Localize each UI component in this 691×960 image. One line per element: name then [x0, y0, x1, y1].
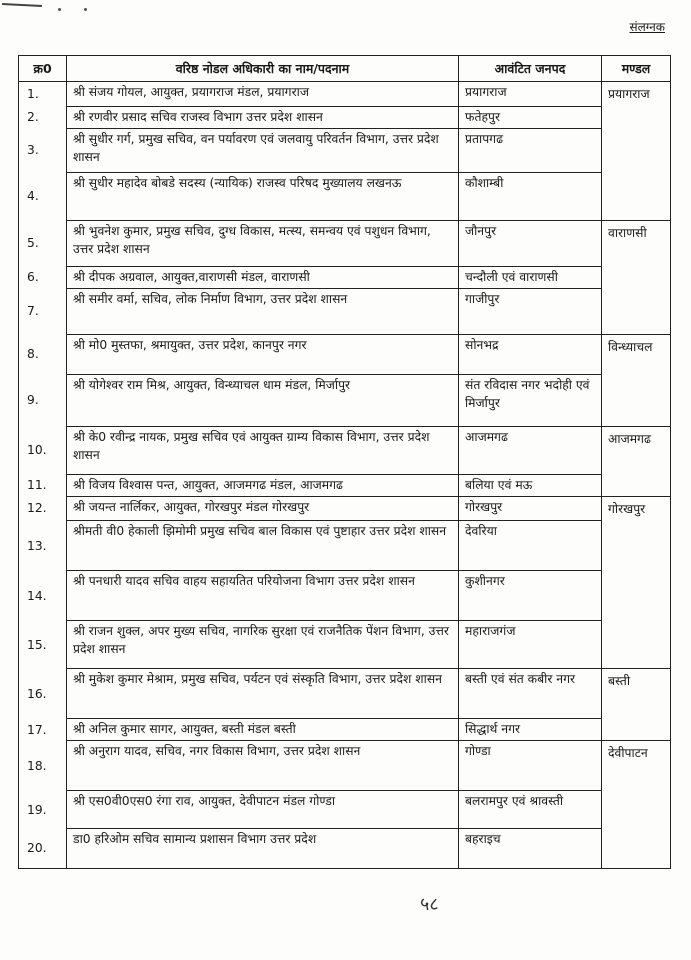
- serial-cell: 12.: [19, 496, 67, 521]
- mandal-cell: गोरखपुर: [602, 496, 671, 521]
- table-row: [19, 474, 671, 496]
- table-row: [19, 496, 671, 521]
- officer-cell: श्री मो0 मुस्तफा, श्रमायुक्त, उत्तर प्रदेश, कानपुर नगर: [67, 334, 459, 374]
- mandal-cell: [602, 106, 671, 128]
- mandal-cell: [602, 266, 671, 288]
- officer-cell: श्री मुकेश कुमार मेश्राम, प्रमुख सचिव, पर्यटन एवं संस्कृति विभाग, उत्तर प्रदेश शासन: [67, 669, 459, 719]
- scan-mark: [2, 3, 42, 7]
- mandal-cell: बस्ती: [602, 669, 671, 719]
- serial-cell: 3.: [19, 128, 67, 172]
- mandal-cell: [602, 474, 671, 496]
- officer-cell: श्री रणवीर प्रसाद सचिव राजस्व विभाग उत्तर प्रदेश शासन: [67, 106, 459, 128]
- mandal-cell: [602, 374, 671, 426]
- serial-cell: 10.: [19, 426, 67, 474]
- district-cell: गोरखपुर: [459, 496, 602, 521]
- mandal-cell: आजमगढ: [602, 426, 671, 474]
- table-row: [19, 266, 671, 288]
- table-row: [19, 521, 671, 571]
- serial-cell: 11.: [19, 474, 67, 496]
- table-row: [19, 791, 671, 829]
- district-cell: कुशीनगर: [459, 571, 602, 621]
- serial-cell: 4.: [19, 172, 67, 220]
- officer-cell: श्री सुधीर महादेव बोबडे सदस्य (न्यायिक) राजस्व परिषद मुख्यालय लखनऊ: [67, 172, 459, 220]
- mandal-cell: देवीपाटन: [602, 741, 671, 791]
- officer-cell: श्री एस0वी0एस0 रंगा राव, आयुक्त, देवीपाटन मंडल गोण्डा: [67, 791, 459, 829]
- officer-cell: श्री भुवनेश कुमार, प्रमुख सचिव, दुग्ध विकास, मत्स्य, समन्वय एवं पशुधन विभाग, उत्तर प्रदेश शासन: [67, 220, 459, 266]
- table-row: [19, 220, 671, 266]
- serial-cell: 15.: [19, 621, 67, 669]
- officer-cell: श्री समीर वर्मा, सचिव, लोक निर्माण विभाग, उत्तर प्रदेश शासन: [67, 288, 459, 334]
- mandal-cell: [602, 621, 671, 669]
- serial-cell: 6.: [19, 266, 67, 288]
- district-cell: जौनपुर: [459, 220, 602, 266]
- serial-cell: 13.: [19, 521, 67, 571]
- col-header-mandal: मण्डल: [602, 56, 671, 82]
- scan-dot: [84, 8, 87, 11]
- mandal-cell: [602, 288, 671, 334]
- district-cell: बलिया एवं मऊ: [459, 474, 602, 496]
- mandal-cell: [602, 128, 671, 172]
- table-header: [19, 56, 671, 82]
- officer-cell: श्री के0 रवीन्द्र नायक, प्रमुख सचिव एवं आयुक्त ग्राम्य विकास विभाग, उत्तर प्रदेश शासन: [67, 426, 459, 474]
- district-cell: प्रतापगढ: [459, 128, 602, 172]
- mandal-cell: [602, 719, 671, 741]
- district-cell: बस्ती एवं संत कबीर नगर: [459, 669, 602, 719]
- district-cell: सोनभद्र: [459, 334, 602, 374]
- district-cell: चन्दौली एवं वाराणसी: [459, 266, 602, 288]
- table-row: [19, 128, 671, 172]
- mandal-cell: [602, 791, 671, 829]
- district-cell: कौशाम्बी: [459, 172, 602, 220]
- district-cell: बहराइच: [459, 829, 602, 869]
- mandal-cell: वाराणसी: [602, 220, 671, 266]
- col-header-serial: क्र0: [19, 56, 67, 82]
- officer-cell: डा0 हरिओम सचिव सामान्य प्रशासन विभाग उत्तर प्रदेश: [67, 829, 459, 869]
- mandal-cell: प्रयागराज: [602, 82, 671, 107]
- officer-cell: श्री अनिल कुमार सागर, आयुक्त, बस्ती मंडल बस्ती: [67, 719, 459, 741]
- district-cell: संत रविदास नगर भदोही एवं मिर्जापुर: [459, 374, 602, 426]
- officer-cell: श्री अनुराग यादव, सचिव, नगर विकास विभाग, उत्तर प्रदेश शासन: [67, 741, 459, 791]
- nodal-officer-table: [18, 55, 671, 869]
- officer-cell: श्री विजय विश्वास पन्त, आयुक्त, आजमगढ मंडल, आजमगढ: [67, 474, 459, 496]
- mandal-cell: [602, 829, 671, 869]
- district-cell: गाजीपुर: [459, 288, 602, 334]
- district-cell: महाराजगंज: [459, 621, 602, 669]
- serial-cell: 5.: [19, 220, 67, 266]
- district-cell: देवरिया: [459, 521, 602, 571]
- officer-cell: श्री सुधीर गर्ग, प्रमुख सचिव, वन पर्यावरण एवं जलवायु परिवर्तन विभाग, उत्तर प्रदेश शासन: [67, 128, 459, 172]
- annex-label: संलग्नक: [629, 20, 665, 34]
- district-cell: गोण्डा: [459, 741, 602, 791]
- table-row: [19, 288, 671, 334]
- table-row: [19, 621, 671, 669]
- scan-dot: [58, 8, 61, 11]
- serial-cell: 7.: [19, 288, 67, 334]
- table-row: [19, 82, 671, 107]
- district-cell: आजमगढ: [459, 426, 602, 474]
- district-cell: बलरामपुर एवं श्रावस्ती: [459, 791, 602, 829]
- table-row: [19, 669, 671, 719]
- mandal-cell: [602, 571, 671, 621]
- serial-cell: 18.: [19, 741, 67, 791]
- officer-cell: श्री योगेश्वर राम मिश्र, आयुक्त, विन्ध्याचल धाम मंडल, मिर्जापुर: [67, 374, 459, 426]
- serial-cell: 16.: [19, 669, 67, 719]
- officer-cell: श्री राजन शुक्ल, अपर मुख्य सचिव, नागरिक सुरक्षा एवं राजनैतिक पेंशन विभाग, उत्तर प्रदेश शासन: [67, 621, 459, 669]
- serial-cell: 1.: [19, 82, 67, 107]
- mandal-cell: [602, 172, 671, 220]
- table-row: [19, 571, 671, 621]
- district-cell: फतेहपुर: [459, 106, 602, 128]
- officer-cell: श्री पनधारी यादव सचिव वाहय सहायतित परियोजना विभाग उत्तर प्रदेश शासन: [67, 571, 459, 621]
- district-cell: प्रयागराज: [459, 82, 602, 107]
- mandal-cell: विन्ध्याचल: [602, 334, 671, 374]
- serial-cell: 9.: [19, 374, 67, 426]
- serial-cell: 20.: [19, 829, 67, 869]
- serial-cell: 17.: [19, 719, 67, 741]
- serial-cell: 19.: [19, 791, 67, 829]
- col-header-district: आवंटित जनपद: [459, 56, 602, 82]
- officer-cell: श्रीमती वी0 हेकाली झिमोमी प्रमुख सचिव बाल विकास एवं पुष्टाहार उत्तर प्रदेश शासन: [67, 521, 459, 571]
- mandal-cell: [602, 521, 671, 571]
- serial-cell: 8.: [19, 334, 67, 374]
- officer-cell: श्री जयन्त नार्लिकर, आयुक्त, गोरखपुर मंडल गोरखपुर: [67, 496, 459, 521]
- table-row: [19, 374, 671, 426]
- serial-cell: 14.: [19, 571, 67, 621]
- officer-cell: श्री दीपक अग्रवाल, आयुक्त,वाराणसी मंडल, वाराणसी: [67, 266, 459, 288]
- table-row: [19, 829, 671, 869]
- table-row: [19, 106, 671, 128]
- table-row: [19, 172, 671, 220]
- page-signature: ५८: [420, 894, 439, 915]
- col-header-officer: वरिष्ठ नोडल अधिकारी का नाम/पदनाम: [67, 56, 459, 82]
- table-row: [19, 741, 671, 791]
- officer-cell: श्री संजय गोयल, आयुक्त, प्रयागराज मंडल, प्रयागराज: [67, 82, 459, 107]
- table-row: [19, 719, 671, 741]
- district-cell: सिद्धार्थ नगर: [459, 719, 602, 741]
- serial-cell: 2.: [19, 106, 67, 128]
- table-row: [19, 334, 671, 374]
- table-row: [19, 426, 671, 474]
